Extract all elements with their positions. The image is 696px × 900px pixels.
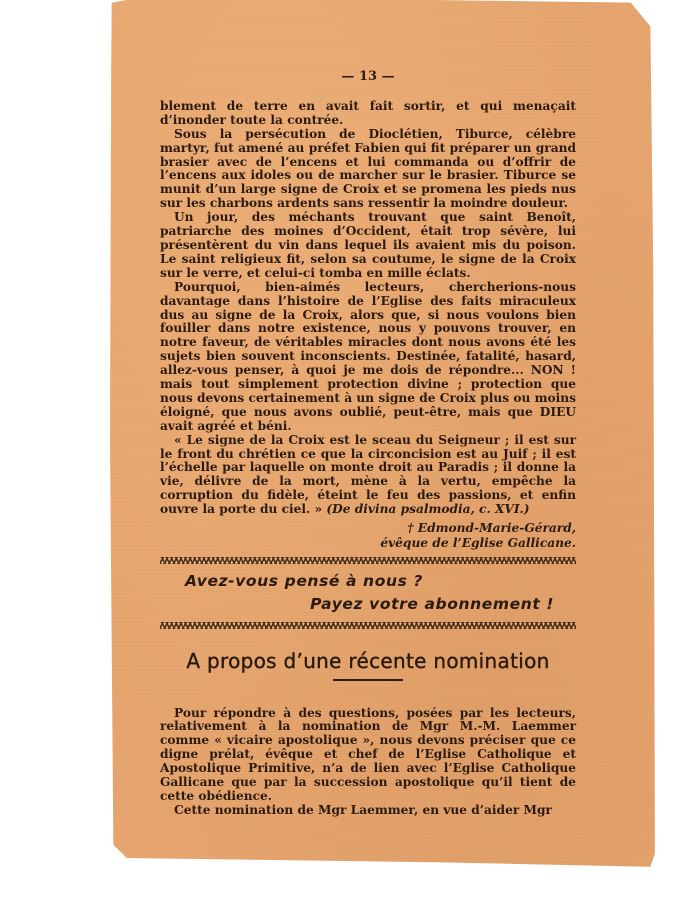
paragraph-benoit: Un jour, des méchants trouvant que saint Benoît, patriarche des moines d’Occident, était trop sévère, lui présentèrent du vin dans lequel ils avaient mis du poison. Le saint religieux fit, selon sa coutume, le signe de la Croix sur le verre, et celui-ci tomba en mille éclats.	[160, 210, 576, 280]
signature-title: évêque de l’Eglise Gallicane.	[380, 536, 576, 551]
section-title: A propos d’une récente nomination	[186, 649, 550, 674]
paragraph-continuation: blement de terre en avait fait sortir, et qui menaçait d’inonder toute la contrée.	[160, 98, 576, 127]
quote-text: « Le signe de la Croix est le sceau du Seigneur ; il est sur le front du chrétien ce que la circoncision est au Juif ; il est l’échelle par laquelle on monte droit au Paradis ; il donne la vie, délivre de la mort, mène à la vertu, empêche la corruption du fidèle, éteint le feu des passions, et enfin ouvre la porte du ciel. »	[160, 432, 576, 517]
quote-citation: (De divina psalmodia, c. XVI.)	[326, 502, 530, 517]
paragraph-pourquoi: Pourquoi, bien-aimés lecteurs, chercherions-nous davantage dans l’histoire de l’Eglise des faits miraculeux dus au signe de la Croix, alors que, si nous voulons bien fouiller dans notre existence, nous y pouvons trouver, en notre faveur, de véritables miracles dont nous avons été les sujets bien souvent inconscients. Destinée, fatalité, hasard, allez-vous penser, à quoi je me dois de répondre... NON ! mais tout simplement protection divine ; protection que nous devons certainement à un signe de Croix plus ou moins éloigné, que nous avons oublié, peut-être, mais que DIEU avait agréé et béni.	[160, 279, 576, 433]
page-content	[160, 70, 576, 818]
section-paragraph-1: Pour répondre à des questions, posées par les lecteurs, relativement à la nomination de Mgr M.-M. Laemmer comme « vicaire apostolique », nous devons préciser que ce digne prélat, évêque et chef de l’Eglise Catholique et Apostolique Primitive, n’a de lien avec l’Eglise Catholique Gallicane que par la succession apostolique qu’il tient de cette obédience.	[160, 705, 576, 803]
appeal-line-1: Avez-vous pensé à nous ?	[185, 572, 423, 591]
quote-paragraph	[160, 434, 576, 517]
subscription-appeal	[160, 570, 576, 616]
section-paragraph-2: Cette nomination de Mgr Laemmer, en vue d’aider Mgr	[174, 802, 552, 817]
appeal-line-2: Payez votre abonnement !	[310, 595, 554, 614]
wavy-divider-bottom	[160, 622, 576, 629]
paragraph-tiburce: Sous la persécution de Dioclétien, Tiburce, célèbre martyr, fut amené au préfet Fabien qui fit préparer un grand brasier avec de l’encens et lui commanda ou d’offrir de l’encens aux idoles ou de marcher sur le brasier. Tiburce se munit d’un large signe de Croix et se promena les pieds nus sur les charbons ardents sans ressentir la moindre douleur.	[160, 126, 576, 211]
wavy-divider-top	[160, 557, 576, 564]
title-underline-rule	[333, 679, 403, 681]
page-number: — 13 —	[341, 69, 395, 84]
signature-name: † Edmond-Marie-Gérard,	[407, 521, 576, 536]
signature	[160, 521, 576, 551]
